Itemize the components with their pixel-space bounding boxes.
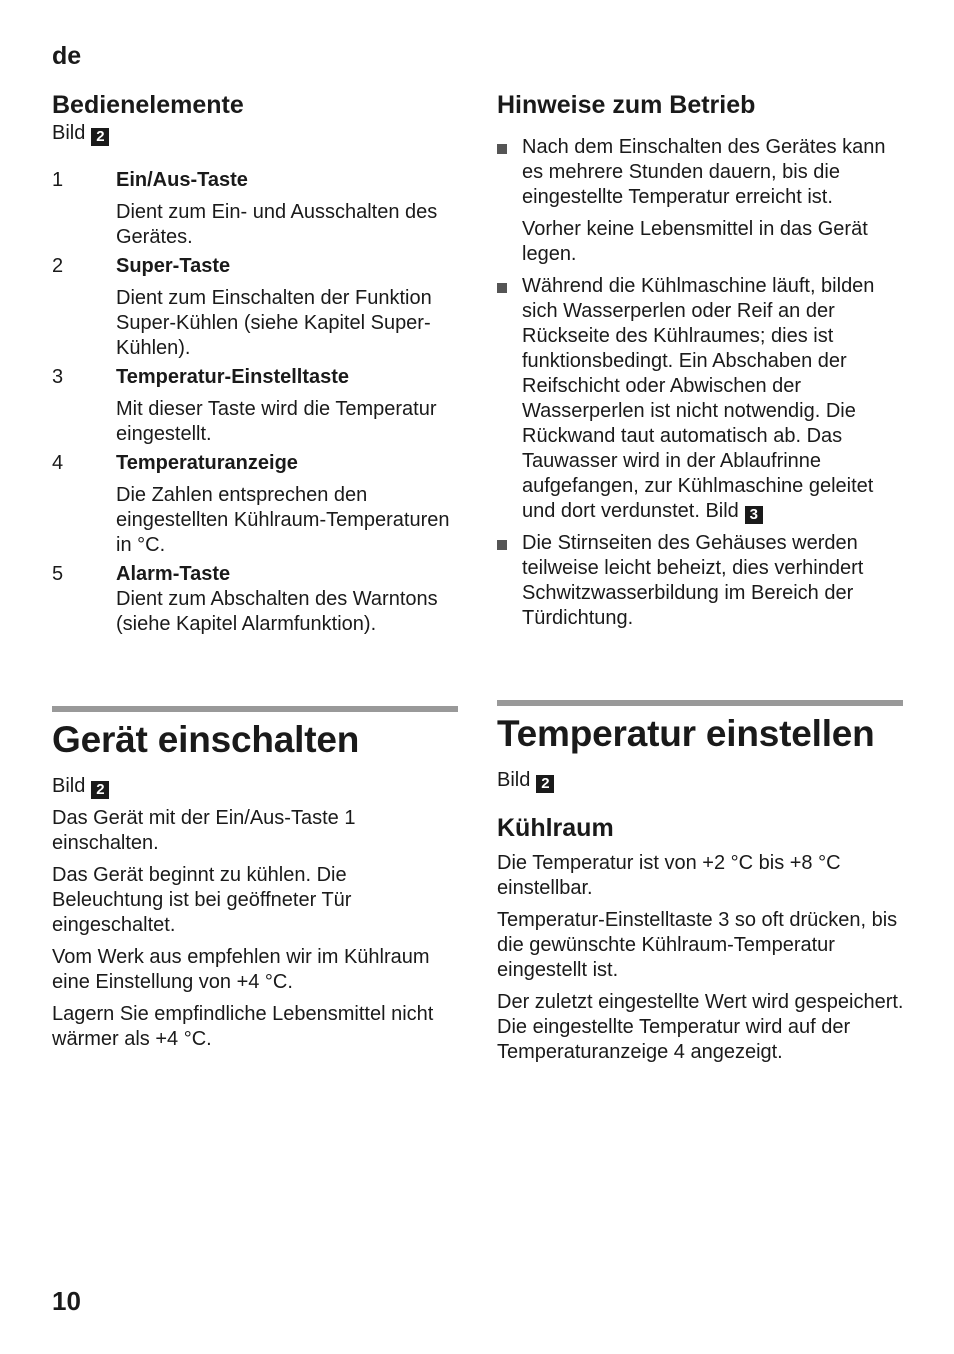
paragraph: Vom Werk aus empfehlen wir im Kühlraum eine Einstellung von +4 °C. bbox=[52, 946, 430, 993]
figure-ref bbox=[497, 768, 907, 793]
bullet-item bbox=[497, 135, 907, 267]
bullet-note: Vorher keine Lebensmittel in das Gerät legen. bbox=[522, 218, 868, 265]
bullet-text-body: Während die Kühlmaschine läuft, bilden sich Wasserperlen oder Reif an der Rückseite des Kühlraumes; dies ist funktionsbedingt. Ein Abschaben der Reifschicht oder Abwischen der Wasserperlen ist nicht notwendig. Die Rückwand taut automatisch ab. Das Tauwasser wird in der Ablaufrinne aufgefangen, zur Kühlmaschine geleitet und dort verdunstet. Bild bbox=[522, 275, 875, 522]
list-item bbox=[52, 168, 462, 250]
item-description: Dient zum Abschalten des Warntons (siehe Kapitel Alarmfunktion). bbox=[116, 588, 438, 635]
item-description: Dient zum Einschalten der Funktion Super-Kühlen (siehe Kapitel Super-Kühlen). bbox=[116, 287, 432, 359]
bullet-text bbox=[522, 274, 907, 524]
item-description: Dient zum Ein- und Ausschalten des Gerätes. bbox=[116, 201, 438, 248]
section-temperatur-einstellen bbox=[497, 712, 907, 1065]
section-divider bbox=[497, 700, 903, 706]
section-bedienelemente bbox=[52, 90, 462, 637]
item-number: 5 bbox=[52, 563, 64, 585]
figure-label: Bild bbox=[52, 122, 86, 144]
list-item bbox=[52, 562, 462, 637]
item-term: Ein/Aus-Taste bbox=[116, 169, 248, 191]
figure-number-badge: 2 bbox=[91, 128, 109, 146]
paragraph: Das Gerät mit der Ein/Aus-Taste 1 einschalten. bbox=[52, 807, 356, 854]
figure-number-badge: 2 bbox=[91, 781, 109, 799]
bullet-item bbox=[497, 531, 907, 631]
section-title: Bedienelemente bbox=[52, 91, 244, 119]
item-number: 2 bbox=[52, 255, 64, 277]
section-divider bbox=[52, 706, 458, 712]
list-item bbox=[52, 254, 462, 361]
bullet-square-icon bbox=[497, 283, 507, 293]
section-title: Temperatur einstellen bbox=[497, 713, 875, 754]
language-tag: de bbox=[52, 42, 82, 70]
figure-number-badge: 2 bbox=[536, 775, 554, 793]
paragraph: Lagern Sie empfindliche Lebensmittel nicht wärmer als +4 °C. bbox=[52, 1003, 434, 1050]
item-term: Temperaturanzeige bbox=[116, 452, 298, 474]
figure-label: Bild bbox=[497, 769, 531, 791]
figure-number-badge: 3 bbox=[745, 506, 763, 524]
item-number: 3 bbox=[52, 366, 64, 388]
bullet-text: Nach dem Einschalten des Gerätes kann es mehrere Stunden dauern, bis die eingestellte Temperatur erreicht ist. bbox=[522, 136, 886, 208]
item-term: Alarm-Taste bbox=[116, 563, 231, 585]
bullet-item bbox=[497, 274, 907, 524]
paragraph: Der zuletzt eingestellte Wert wird gespeichert. Die eingestellte Temperatur wird auf der Temperaturanzeige 4 angezeigt. bbox=[497, 991, 904, 1063]
section-hinweise bbox=[497, 90, 907, 631]
item-number: 1 bbox=[52, 169, 64, 191]
section-geraet-einschalten bbox=[52, 718, 462, 1052]
paragraph: Temperatur-Einstelltaste 3 so oft drücken, bis die gewünschte Kühlraum-Temperatur eingestellt ist. bbox=[497, 909, 898, 981]
item-number: 4 bbox=[52, 452, 64, 474]
list-item bbox=[52, 451, 462, 558]
list-item bbox=[52, 365, 462, 447]
control-list bbox=[52, 168, 462, 637]
section-title: Gerät einschalten bbox=[52, 719, 360, 760]
paragraph: Die Temperatur ist von +2 °C bis +8 °C einstellbar. bbox=[497, 852, 841, 899]
paragraph: Das Gerät beginnt zu kühlen. Die Beleuchtung ist bei geöffneter Tür eingeschaltet. bbox=[52, 864, 352, 936]
item-description: Die Zahlen entsprechen den eingestellten Kühlraum-Temperaturen in °C. bbox=[116, 484, 450, 556]
bullet-square-icon bbox=[497, 540, 507, 550]
bullet-text: Die Stirnseiten des Gehäuses werden teilweise leicht beheizt, dies verhindert Schwitzwasserbildung im Bereich der Türdichtung. bbox=[522, 532, 864, 629]
item-term: Super-Taste bbox=[116, 255, 231, 277]
item-description: Mit dieser Taste wird die Temperatur eingestellt. bbox=[116, 398, 437, 445]
figure-ref bbox=[52, 121, 462, 146]
bullet-square-icon bbox=[497, 144, 507, 154]
figure-ref bbox=[52, 774, 462, 799]
item-term: Temperatur-Einstelltaste bbox=[116, 366, 350, 388]
page-number: 10 bbox=[52, 1286, 81, 1316]
section-title: Hinweise zum Betrieb bbox=[497, 91, 756, 119]
figure-label: Bild bbox=[52, 775, 86, 797]
subsection-title: Kühlraum bbox=[497, 814, 614, 842]
